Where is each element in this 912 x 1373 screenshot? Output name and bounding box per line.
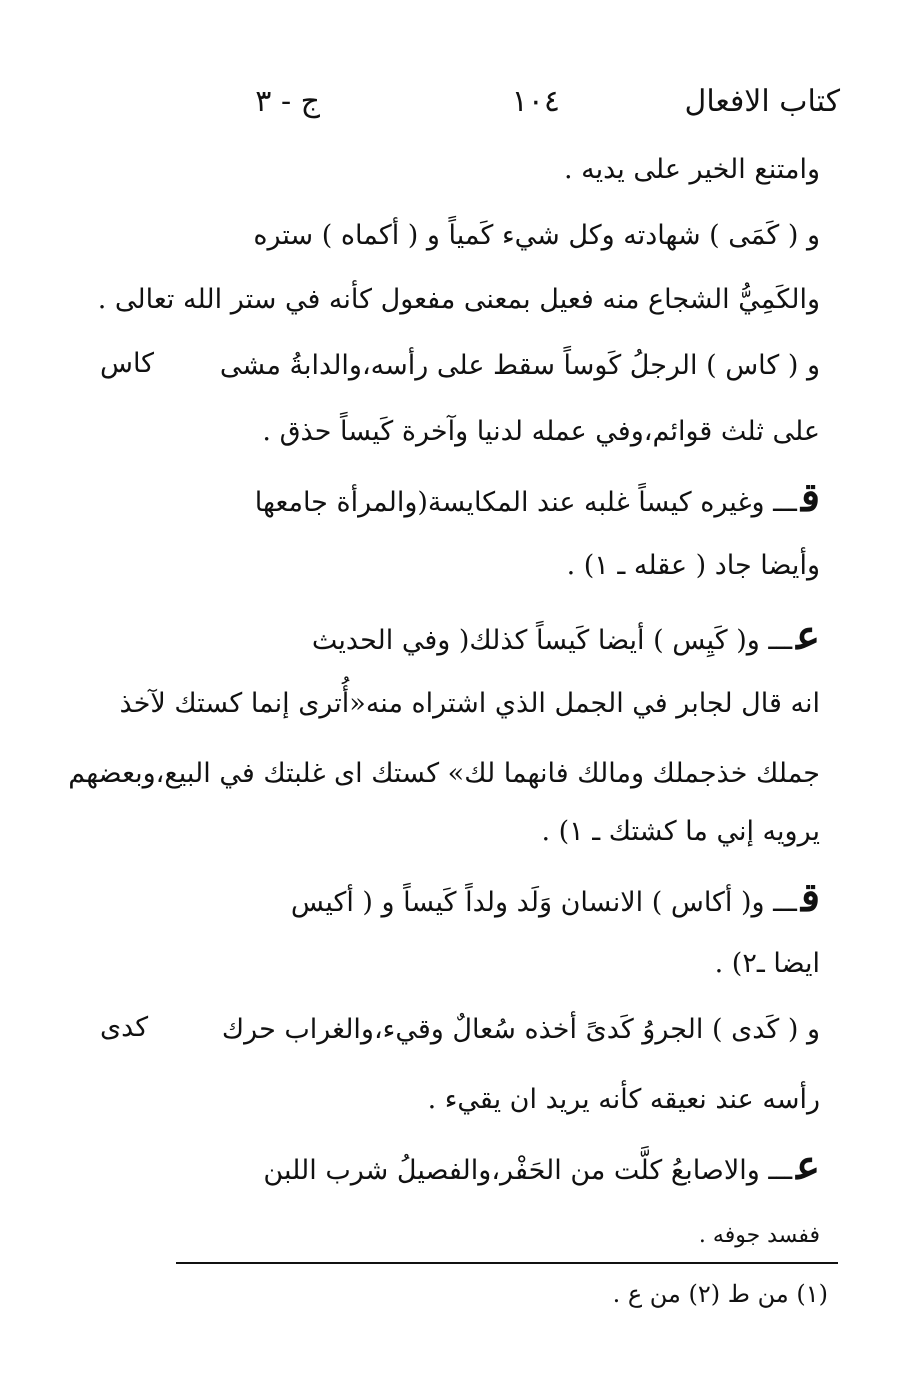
text-line: ايضا ـ٢) . [714,948,820,979]
margin-keyword: كدى [100,1012,149,1043]
running-header [200,84,840,134]
source-siglum: ق [800,474,820,521]
source-siglum: ق [800,874,820,921]
margin-keyword: كاس [100,348,155,379]
text-line: و ( كَمَى ) شهادته وكل شيء كَمياً و ( أكماه ) ستره [253,220,820,251]
text-line: وامتنع الخير على يديه . [563,154,820,185]
part-number: ج - ٣ [255,84,320,119]
page-number: ١٠٤ [511,84,560,119]
text-line: انه قال لجابر في الجمل الذي اشتراه منه«أُترى إنما كستك لآخذ [119,688,820,719]
text-line: جملك خذجملك ومالك فانهما لك» كستك اى غلبتك في البيع،وبعضهم [68,758,820,789]
text-line: قـــ و( أكاس ) الانسان وَلَد ولداً كَيساً و ( أكيس [290,874,820,921]
text-line: على ثلث قوائم،وفي عمله لدنيا وآخرة كَيساً حذق . [262,416,820,447]
text-line: و ( كَدى ) الجروُ كَدىً أخذه سُعالٌ وقيء،والغراب حرك [221,1014,820,1045]
text-line: قـــ وغيره كيساً غلبه عند المكايسة(والمرأة جامعها [254,474,820,521]
text-line: رأسه عند نعيقه كأنه يريد ان يقيء . [427,1084,820,1115]
source-siglum: ع [796,612,820,659]
text-line: يرويه إني ما كشتك ـ ١) . [541,816,820,847]
footnote-divider [176,1262,838,1264]
source-siglum: ع [796,1142,820,1189]
text-line: عـــ والاصابعُ كلَّت من الحَفْر،والفصيلُ شرب اللبن [263,1142,820,1189]
text-line: وأيضا جاد ( عقله ـ ١) . [566,550,820,581]
text-line: عـــ و( كَيِس ) أيضا كَيساً كذلك( وفي الحديث [311,612,820,659]
book-title: كتاب الافعال [684,84,840,119]
text-line: والكَمِيُّ الشجاع منه فعيل بمعنى مفعول كأنه في ستر الله تعالى . [97,284,820,315]
text-line: ففسد جوفه . [698,1223,820,1248]
text-line: و ( كاس ) الرجلُ كَوساً سقط على رأسه،والدابةُ مشى [219,350,820,381]
footnote: (١) من ط (٢) من ع . [612,1280,828,1308]
